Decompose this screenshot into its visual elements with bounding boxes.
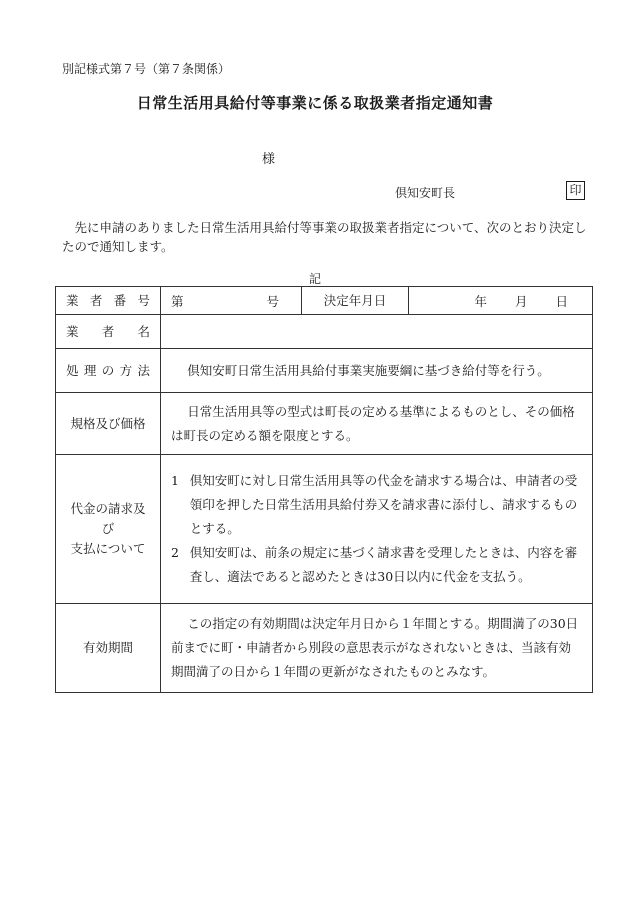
issuer-name: 倶知安町長 xyxy=(395,186,456,200)
payment-cell xyxy=(161,455,593,604)
addressee-suffix: 様 xyxy=(262,152,276,167)
year-label: 年 xyxy=(474,293,487,309)
payment-item-1 xyxy=(171,469,582,541)
payment-item-1-text: 倶知安町に対し日常生活用具等の代金を請求する場合は、申請者の受領印を押した日常生活用具給付券又を請求書に添付し、請求するものとする。 xyxy=(189,473,578,536)
method-label: 処理の方法 xyxy=(56,349,161,393)
validity-label: 有効期間 xyxy=(56,604,161,693)
validity-row xyxy=(56,604,593,693)
month-label: 月 xyxy=(514,293,528,309)
validity-text: この指定の有効期間は決定年月日から１年間とする。期間満了の30日前までに町・申請者から別段の意思表示がなされないときは、当該有効期間満了の日から１年間の更新がなされたものとみなす。 xyxy=(171,616,579,679)
payment-label-line-2: 支払について xyxy=(70,541,146,556)
method-row xyxy=(56,349,593,393)
payment-item-2 xyxy=(171,541,582,589)
ki-heading: 記 xyxy=(308,272,321,286)
business-name-value xyxy=(161,315,593,349)
decision-date-cell xyxy=(409,287,593,315)
payment-item-1-num: 1 xyxy=(171,473,179,488)
spec-text: 日常生活用具等の型式は町長の定める基準によるものとし、その価格は町長の定める額を限度とする。 xyxy=(171,403,575,443)
payment-item-2-num: 2 xyxy=(171,545,179,560)
day-label: 日 xyxy=(555,293,568,309)
number-prefix: 第 xyxy=(171,293,184,309)
designation-table xyxy=(55,286,593,693)
business-name-row xyxy=(56,315,593,349)
payment-label xyxy=(56,455,161,604)
document-title: 日常生活用具給付等事業に係る取扱業者指定通知書 xyxy=(136,94,494,112)
decision-date-label: 決定年月日 xyxy=(302,287,409,315)
payment-row xyxy=(56,455,593,604)
intro-paragraph: 先に申請のありました日常生活用具給付等事業の取扱業者指定について、次のとおり決定したので通知します。 xyxy=(62,220,587,254)
business-number-cell xyxy=(161,287,302,315)
business-name-label: 業者名 xyxy=(56,315,161,349)
form-code: 別記様式第７号（第７条関係） xyxy=(62,62,231,76)
validity-cell xyxy=(161,604,593,693)
method-cell xyxy=(161,349,593,393)
business-number-row xyxy=(56,287,593,315)
payment-label-line-1: 代金の請求及び xyxy=(70,501,146,536)
spec-cell xyxy=(161,393,593,455)
spec-row xyxy=(56,393,593,455)
seal-mark: 印 xyxy=(566,181,585,200)
number-suffix: 号 xyxy=(266,293,279,309)
spec-label: 規格及び価格 xyxy=(56,393,161,455)
method-text: 倶知安町日常生活用具給付事業実施要綱に基づき給付等を行う。 xyxy=(187,362,550,378)
business-number-label: 業者番号 xyxy=(56,287,161,315)
payment-item-2-text: 倶知安町は、前条の規定に基づく請求書を受理したときは、内容を審査し、適法であると認めたときは30日以内に代金を支払う。 xyxy=(189,545,578,584)
